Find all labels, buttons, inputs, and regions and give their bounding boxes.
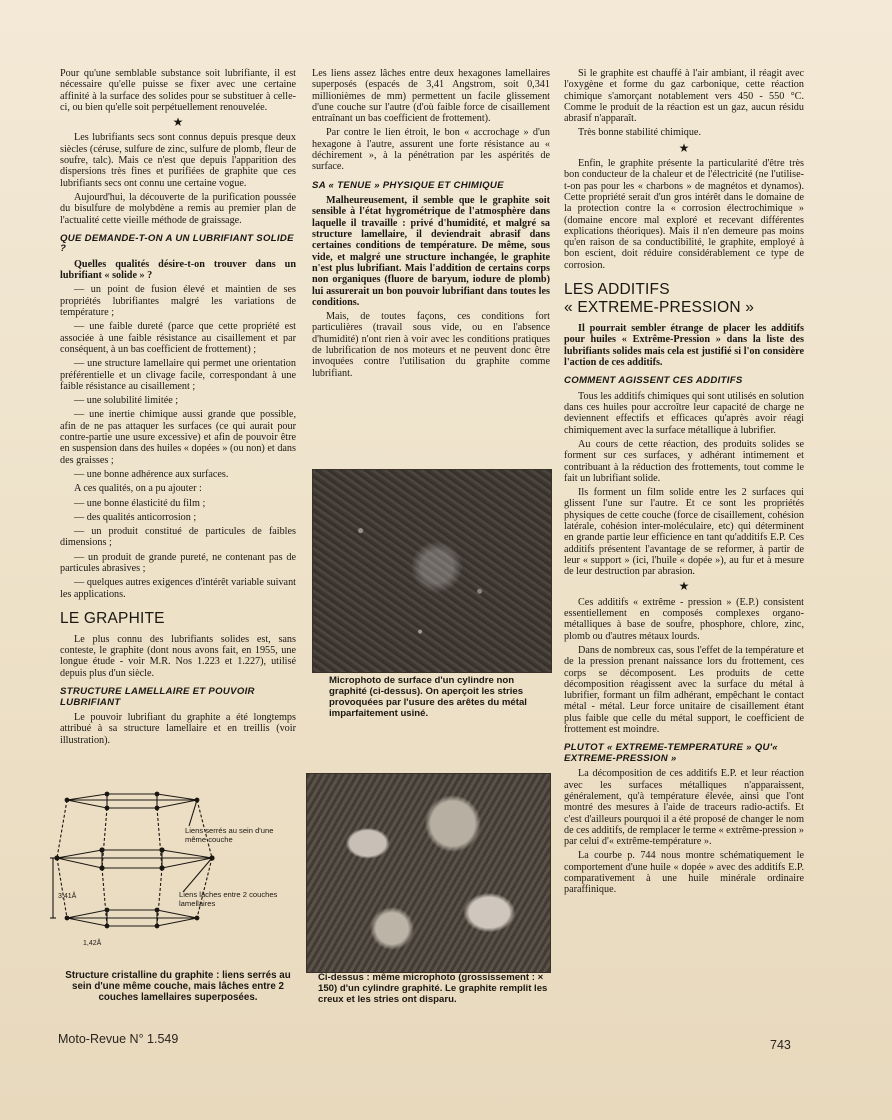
- paragraph: Enfin, le graphite présente la particularité d'être très bon conducteur de la chaleur et de l'électricité (ne l'utilise-t-on pas pour les « charbons » de magnétos et dynamos). Cette propriété serait d'un gros intérêt dans le domaine de la protection contre la « corrosion électrochimique » (domaine encore mal exploré et recevant différentes explications théoriques). Mais il n'en demeure pas moins qu'en raison de sa conductibilité, le graphite, employé à bon escient, doit réduire considérablement ce type de corrosion.: [564, 158, 804, 271]
- list-item: — une solubilité limitée ;: [74, 395, 179, 407]
- microphoto-graphited-cylinder: [306, 773, 551, 973]
- list-item: — un point de fusion élevé et maintien de ses propriétés lubrifiantes malgré les variations de température ;: [60, 284, 296, 319]
- list-item: — un produit de grande pureté, ne contenant pas de particules abrasives ;: [60, 551, 296, 574]
- list-item: — une faible dureté (parce que cette propriété est associée à une faible résistance au cisaillement et par conséquent, à un bas coefficient de frottement) ;: [60, 321, 296, 355]
- column-3: [564, 68, 804, 899]
- star-separator: ★: [678, 140, 690, 155]
- subheading: STRUCTURE LAMELLAIRE ET POUVOIR LUBRIFIANT: [60, 686, 255, 708]
- star-separator: ★: [172, 115, 184, 130]
- diagram-label-tight-bonds: Liens serrés au sein d'une même couche: [185, 826, 274, 844]
- paragraph: Il pourrait sembler étrange de placer les additifs pour huiles « Extrême-Pression » dans la liste des lubrifiants solides mais cela est justifié si l'on considère l'action de ces additifs.: [564, 323, 804, 368]
- lattice-layer-middle: [57, 850, 212, 868]
- paragraph: Pour qu'une semblable substance soit lubrifiante, il est nécessaire qu'elle puisse se fixer avec une certaine affinité à la surface des solides pour se substituer à celle-ci, ou bien qu'elle soit perpétuellement renouvelée.: [60, 68, 296, 113]
- diagram-dimension-bond: 1,42Å: [83, 940, 102, 947]
- paragraph: La décomposition de ces additifs E.P. et leur réaction avec les surfaces métalliques n'apparaissent, généralement, qu'à température élevée, ainsi que l'ont montré des mesures à l'aide de traceurs radio-actifs. Et c'est d'ailleurs pourquoi il a été proposé de changer le nom de ces additifs, de remplacer le terme « extrême-pression » par celui d'« extrême-température ».: [564, 768, 804, 848]
- graphite-structure-diagram: [47, 780, 297, 958]
- paragraph: Tous les additifs chimiques qui sont utilisés en solution dans ces huiles pour accroître leur capacité de charge ne deviennent effectifs et efficaces qu'après avoir réagi chimiquement avec la surface métallique à lubrifier.: [564, 390, 804, 436]
- paragraph: Ils forment un film solide entre les 2 surfaces qui glissent l'une sur l'autre. Et ce sont les propriétés physiques de cette couche (force de cisaillement, cohésion latérale, cohésion inter-moléculaire, etc) qui déterminent en grande partie leur efficience en tant qu'additifs E.P. Ces additifs présentent l'avantage de se reformer, à partir de leur « support » (ici, l'huile « dopée »), au fur et à mesure de leur destruction par abrasion.: [564, 487, 804, 578]
- magazine-issue-footer: Moto-Revue N° 1.549: [58, 1032, 179, 1046]
- section-heading-line-2: « EXTREME-PRESSION »: [564, 299, 755, 317]
- lattice-layer-top: [67, 794, 197, 808]
- section-heading: [564, 281, 804, 317]
- section-heading: LE GRAPHITE: [60, 609, 165, 627]
- paragraph: Si le graphite est chauffé à l'air ambiant, il réagit avec l'oxygène et forme du gaz carbonique, cette réaction chimique s'amorçant notablement vers 450 - 550 °C. Comme le produit de la réaction est un gaz, aucun résidu abrasif n'apparaît.: [564, 68, 804, 125]
- list-item: — une bonne élasticité du film ;: [74, 497, 206, 509]
- list-item: — une bonne adhérence aux surfaces.: [74, 468, 229, 480]
- section-heading-line-1: LES ADDITIFS: [564, 281, 670, 299]
- list-item: — un produit constitué de particules de faibles dimensions ;: [60, 526, 296, 549]
- page-number: 743: [770, 1038, 791, 1052]
- paragraph: Le pouvoir lubrifiant du graphite a été longtemps attribué à sa structure lamellaire et en treillis (voir illustration).: [60, 712, 296, 746]
- paragraph: Aujourd'hui, la découverte de la purification poussée du bisulfure de molybdène a remis au premier plan de l'actualité cette vieille méthode de graissage.: [60, 191, 296, 226]
- diagram-dimension-spacing: 3,41Å: [58, 893, 77, 900]
- paragraph: La courbe p. 744 nous montre schématiquement le comportement d'une huile « dopée » avec des additifs E.P. comparativement à une huile minérale ordinaire paraffinique.: [564, 850, 804, 896]
- column-1: [60, 68, 296, 749]
- list-item: — une inertie chimique aussi grande que possible, afin de ne pas attaquer les surfaces (ce qui aurait pour contre-partie une usure excessive) et afin de pouvoir être en suspension dans des huiles « dopées » (ou non) et dans des graisses ;: [60, 409, 296, 466]
- subheading: COMMENT AGISSENT CES ADDITIFS: [564, 375, 743, 387]
- diagram-caption: Structure cristalline du graphite : liens serrés au sein d'une même couche, mais lâches entre 2 couches lamellaires superposées.: [65, 970, 291, 1004]
- paragraph: Mais, de toutes façons, ces conditions fort particulières (travail sous vide, ou en l'absence d'humidité) n'ont rien à voir avec les conditions pratiques de lubrification de nos moteurs et ne peuvent donc être invoquées contre l'utilisation du graphite comme lubrifiant.: [312, 311, 550, 379]
- paragraph: Par contre le lien étroit, le bon « accrochage » d'un hexagone à l'autre, assurent une forte résistance au « déchirement », à la pénétration par les aspérités de surface.: [312, 127, 550, 173]
- paragraph: Malheureusement, il semble que le graphite soit sensible à l'état hygrométrique de l'atmosphère dans laquelle il travaille : privé d'humidité, et malgré sa structure lamellaire, il deviendrait abrasif dans certaines conditions de température. De même, sous vide, et malgré une structure inchangée, le graphite n'est plus lubrifiant. Mais l'addition de certains corps non organiques (fluore de baryum, iodure de plomb) lui assurerait un bon pouvoir lubrifiant dans toutes les conditions.: [312, 195, 550, 308]
- microphoto-ungraphited-cylinder: [312, 469, 552, 673]
- paragraph: Dans de nombreux cas, sous l'effet de la température et de la pression prenant naissance lors du frottement, ces corps se décomposent. Les produits de cette décomposition réagissent avec la surface du métal à lubrifier, formant un film adhérant, empêchant le contact métal - métal. Leur force unitaire de cisaillement étant plus faible que celle du métal support, le coefficient de frottement est moindre.: [564, 644, 804, 736]
- paragraph: Très bonne stabilité chimique.: [578, 127, 701, 139]
- paragraph: Quelles qualités désire-t-on trouver dans un lubrifiant « solide » ?: [60, 258, 296, 282]
- subheading: PLUTOT « EXTREME-TEMPERATURE » QU'« EXTREME-PRESSION »: [564, 742, 778, 764]
- paragraph: Les liens assez lâches entre deux hexagones lamellaires superposés (espacés de 3,41 Angstrom, soit 0,341 millionièmes de mm) permettent un facile glissement d'une couche sur l'autre (d'où faible force de cisaillement entraînant un bas coefficient de frottement).: [312, 68, 550, 125]
- photo-caption: Microphoto de surface d'un cylindre non graphité (ci-dessus). On aperçoit les stries provoquées par l'usure des arêtes du métal imparfaitement usiné.: [329, 675, 527, 719]
- list-item: — une structure lamellaire qui permet une orientation préférentielle et un clivage facile, correspondant à une faible résistance au cisaillement ;: [60, 358, 296, 392]
- paragraph: Le plus connu des lubrifiants solides est, sans conteste, le graphite (dont nous avons fait, en 1955, une longue étude - voir M.R. Nos 1.223 et 1.227), utilisé depuis plus d'un siècle.: [60, 633, 296, 679]
- diagram-label-loose-bonds: Liens lâches entre 2 couches lamellaires: [179, 890, 278, 908]
- paragraph: Ces additifs « extrême - pression » (E.P.) consistent essentiellement en composés complexes organo-métalliques à base de soufre, phosphore, chlore, zinc, plomb ou d'autres métaux lourds.: [564, 596, 804, 642]
- subheading: SA « TENUE » PHYSIQUE ET CHIMIQUE: [312, 179, 504, 191]
- list-item: — quelques autres exigences d'intérêt variable suivant les applications.: [60, 577, 296, 600]
- star-separator: ★: [678, 579, 690, 594]
- photo-caption: Ci-dessus : même microphoto (grossissement : × 150) d'un cylindre graphité. Le graphite remplit les creux et les stries ont disparu.: [318, 972, 548, 1005]
- paragraph: Au cours de cette réaction, des produits solides se forment sur ces surfaces, y adhérant intimement et contribuant à la réduction des frottements, tout comme le fait un lubrifiant solide.: [564, 438, 804, 484]
- paragraph: Les lubrifiants secs sont connus depuis presque deux siècles (céruse, sulfure de zinc, sulfure de plomb, fleur de soufre, talc). Mais ce n'est que depuis l'apparition des dispersions très fines et purifiées de graphite que ces lubrifiants secs ont connu une certaine vogue.: [60, 132, 296, 189]
- column-2: [312, 68, 550, 382]
- paragraph: A ces qualités, on a pu ajouter :: [74, 483, 202, 495]
- list-item: — des qualités anticorrosion ;: [74, 511, 197, 523]
- subheading: QUE DEMANDE-T-ON A UN LUBRIFIANT SOLIDE ?: [60, 232, 294, 255]
